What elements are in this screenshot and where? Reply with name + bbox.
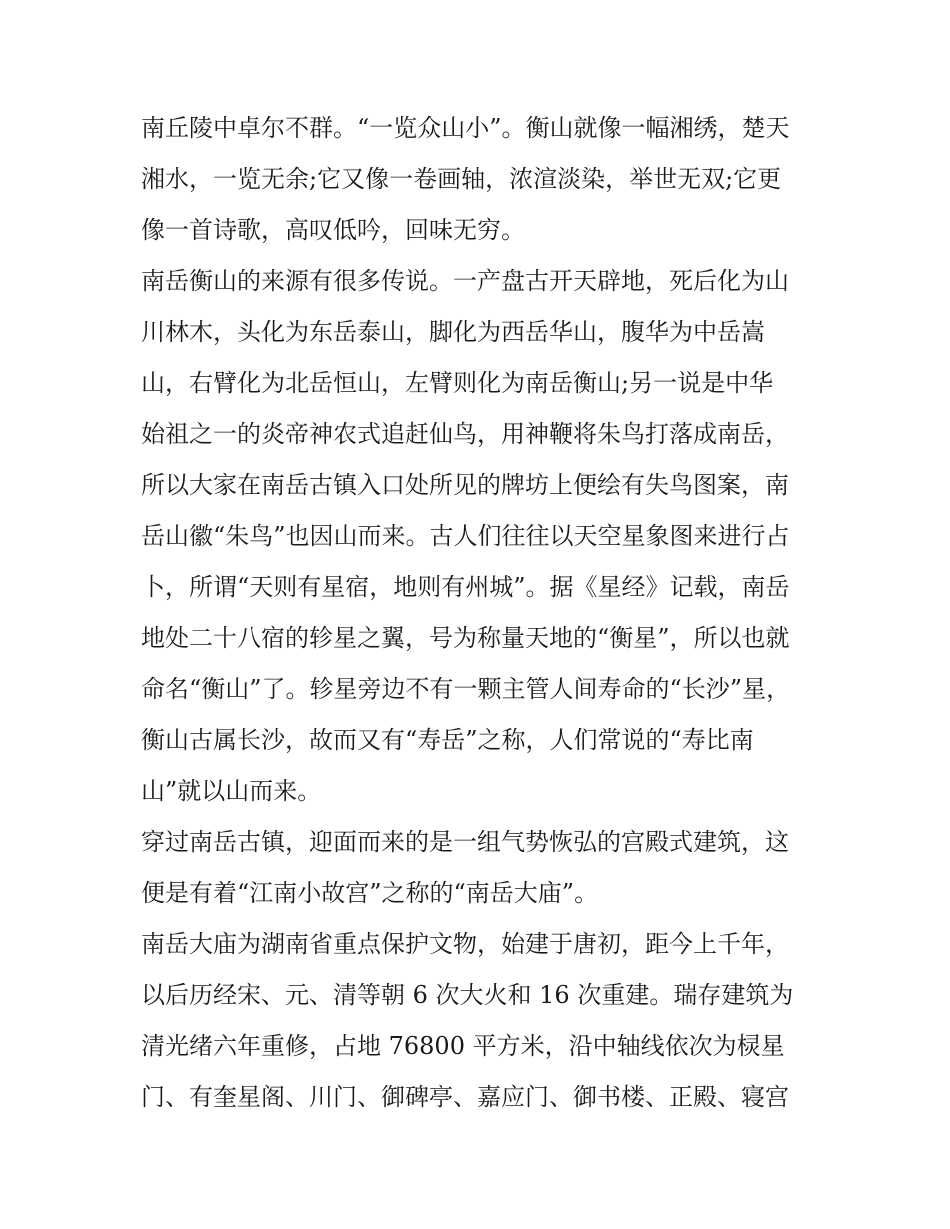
text-line-3: 像一首诗歌，高叹低吟，回味无穷。 [141,216,525,244]
text-line-12: 命名“衡山”了。轸星旁边不有一颗主管人间寿命的“长沙”星， [141,675,791,703]
text-line-17: 南岳大庙为湖南省重点保护文物，始建于唐初，距今上千年， [141,930,789,958]
text-line-10: 卜，所谓“天则有星宿，地则有州城”。据《星经》记载，南岳 [141,573,790,601]
text-line-5: 川林木，头化为东岳泰山，脚化为西岳华山，腹华为中岳嵩 [141,318,765,346]
text-line-13: 衡山古属长沙，故而又有“寿岳”之称，人们常说的“寿比南 [141,726,754,754]
text-line-14: 山”就以山而来。 [141,777,322,805]
text-line-6: 山，右臂化为北岳恒山，左臂则化为南岳衡山;另一说是中华 [141,369,774,397]
text-line-4: 南岳衡山的来源有很多传说。一产盘古开天辟地，死后化为山 [141,267,789,295]
text-line-19: 清光绪六年重修，占地 76800 平方米，沿中轴线依次为棂星 [141,1032,785,1060]
text-line-7: 始祖之一的炎帝神农式追赶仙鸟，用神鞭将朱鸟打落成南岳， [141,420,789,448]
text-line-16: 便是有着“江南小故宫”之称的“南岳大庙”。 [141,879,599,907]
text-line-8: 所以大家在南岳古镇入口处所见的牌坊上便绘有失鸟图案，南 [141,471,789,499]
text-line-2: 湘水，一览无余;它又像一卷画轴，浓渲淡染，举世无双;它更 [141,165,782,193]
text-line-11: 地处二十八宿的轸星之翼，号为称量天地的“衡星”，所以也就 [141,624,790,652]
text-line-15: 穿过南岳古镇，迎面而来的是一组气势恢弘的宫殿式建筑，这 [141,828,789,856]
text-line-9: 岳山徽“朱鸟”也因山而来。古人们往往以天空星象图来进行占 [141,522,790,550]
text-line-18: 以后历经宋、元、清等朝 6 次大火和 16 次重建。瑞存建筑为 [141,981,794,1009]
text-line-20: 门、有奎星阁、川门、御碑亭、嘉应门、御书楼、正殿、寝宫 [141,1083,789,1111]
text-line-1: 南丘陵中卓尔不群。“一览众山小”。衡山就像一幅湘绣，楚天 [141,114,790,142]
